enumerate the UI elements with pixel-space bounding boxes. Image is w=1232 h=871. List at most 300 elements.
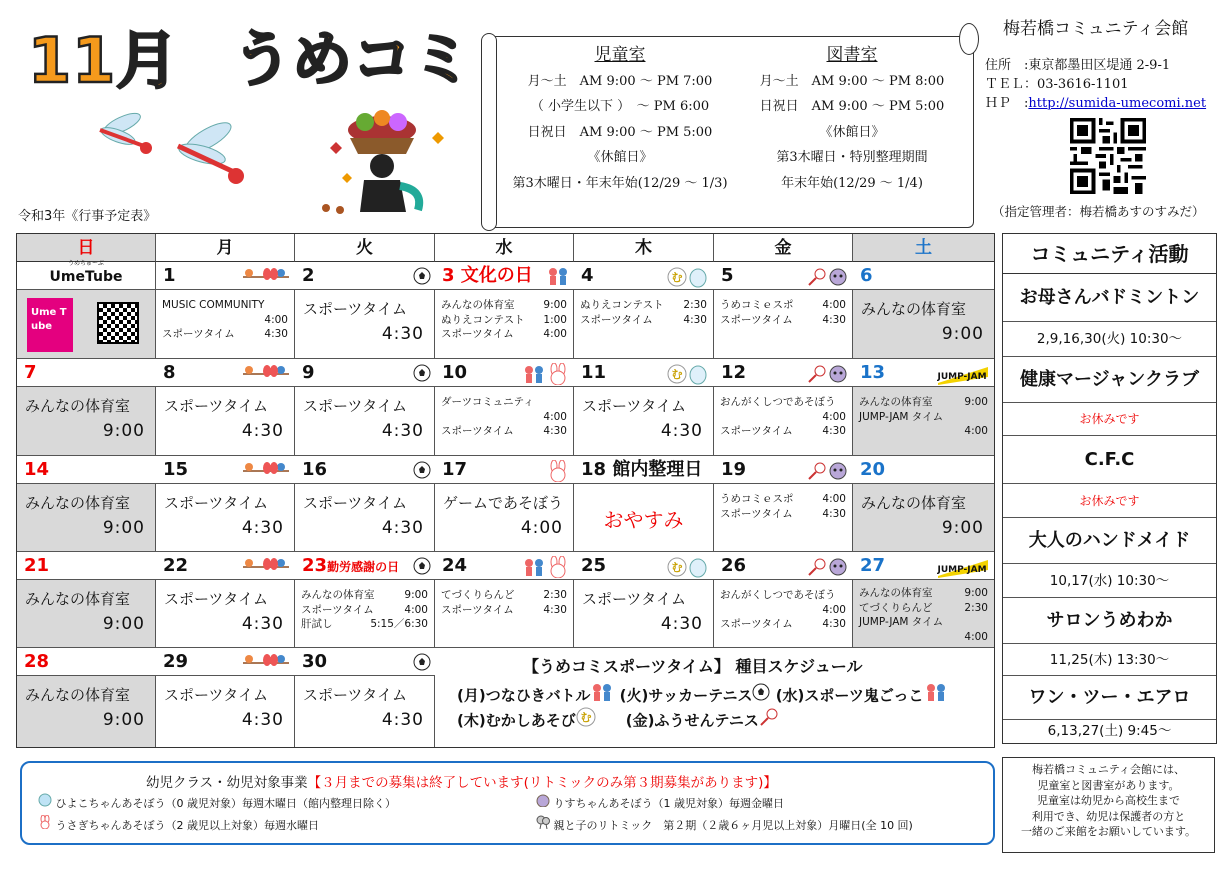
activity-name: ワン・ツー・エアロ <box>1003 676 1216 720</box>
event-title: スポーツタイム <box>164 397 268 415</box>
svg-text:む: む <box>580 711 592 724</box>
soccer-ball-icon <box>752 683 770 709</box>
infant-heading-note: 【３月までの募集は終了しています(リトミックのみ第３期募集があります)】 <box>307 775 777 791</box>
calendar-day-cell <box>714 262 853 359</box>
kids-icon <box>522 364 546 393</box>
event-time: 4:30 <box>660 421 703 441</box>
facility-website-link[interactable]: http://sumida-umecomi.net <box>1028 96 1207 111</box>
note-line: 一緒のご来館をお願いしています。 <box>1020 825 1197 838</box>
event-row <box>720 298 846 313</box>
event-time: 4:30 <box>543 603 567 616</box>
day-icons <box>666 556 710 587</box>
event-time: 4:30 <box>264 328 288 340</box>
hours-line: 月～土 AM 9:00 ～ PM 7:00 <box>527 73 713 89</box>
day-number <box>574 456 714 484</box>
event-name: ぬりえコンテスト <box>441 313 525 326</box>
event-time: 9:00 <box>941 518 984 538</box>
event-title: ゲームであそぼう <box>443 494 564 512</box>
opening-hours-scroll <box>486 36 974 228</box>
event-title: スポーツタイム <box>582 590 686 608</box>
event-row <box>580 298 707 313</box>
day-label: 15 <box>163 459 189 480</box>
day-icons <box>807 460 849 489</box>
note-line: 児童室は幼児から高校生まで <box>1037 794 1180 807</box>
soccer-ball-icon <box>413 652 431 680</box>
event-title: スポーツタイム <box>164 494 268 512</box>
calendar-day-cell <box>853 456 994 552</box>
event-time: 4:30 <box>822 425 846 437</box>
weekday-header: 日 <box>17 234 156 262</box>
hours-line: 《休館日》 <box>819 124 885 140</box>
event-row <box>720 313 846 328</box>
event-list <box>580 298 707 327</box>
day-icons <box>936 556 990 587</box>
event-title: みんなの体育室 <box>25 686 131 704</box>
note-line: 利用でき、幼児は保護者の方と <box>1031 809 1186 823</box>
event-time: 4:30 <box>241 421 284 441</box>
calendar-day-cell <box>17 648 156 747</box>
infant-list-left <box>38 793 396 837</box>
event-name: おんがくしつであそぼう <box>720 396 836 408</box>
calendar-day-cell <box>17 359 156 456</box>
squirrel-icon <box>827 266 849 295</box>
facility-contact <box>985 56 1206 113</box>
day-label: 13 <box>860 362 886 383</box>
event-name: スポーツタイム <box>162 328 235 340</box>
sports-schedule-line <box>457 682 948 710</box>
day-label: 16 <box>302 459 328 480</box>
hours-line: 《休館日》 <box>587 150 653 165</box>
day-number <box>295 359 435 387</box>
day-label: 3 文化の日 <box>442 265 533 286</box>
chick-icon <box>38 793 52 815</box>
closed-label: おやすみ <box>603 508 684 532</box>
event-name: ダーツコミュニティ <box>441 396 534 408</box>
day-label: 25 <box>581 555 607 576</box>
facility-name: 梅若橋コミュニティ会館 <box>1003 19 1189 39</box>
hours-line: 第3木曜日・年末年始(12/29 ～ 1/3) <box>512 175 728 191</box>
facility-manager: （指定管理者：梅若橋あすのすみだ） <box>992 204 1205 219</box>
event-title: みんなの体育室 <box>861 300 967 318</box>
calendar-day-cell <box>714 359 853 456</box>
day-icons <box>413 652 431 680</box>
chick-icon <box>666 363 710 394</box>
day-icons <box>807 363 849 392</box>
event-time: 9:00 <box>404 589 428 601</box>
event-title: みんなの体育室 <box>25 494 131 512</box>
day-number <box>156 456 295 484</box>
event-time: 9:00 <box>964 587 988 599</box>
umetube-qr-icon <box>97 302 139 344</box>
day-number <box>714 359 853 387</box>
calendar-day-cell <box>17 262 156 359</box>
infant-item: りすちゃんあそぼう（1 歳児対象）毎週金曜日 <box>553 797 784 810</box>
kids-icon <box>924 682 948 710</box>
day-number <box>714 552 853 580</box>
facility-address: 住所 :東京都墨田区堤通 2-9-1 <box>985 58 1171 73</box>
event-row <box>859 601 988 616</box>
day-label: 7 <box>24 362 37 383</box>
maracas-icon <box>536 815 550 837</box>
day-icons <box>807 556 849 585</box>
umetube-ruby: うめちゅーぶ <box>68 260 104 267</box>
squirrel-icon <box>827 460 849 489</box>
day-number <box>435 456 574 484</box>
event-row <box>441 313 567 328</box>
weekday-header: 木 <box>574 234 714 262</box>
event-row <box>859 395 988 410</box>
event-row <box>859 424 988 439</box>
day-label: 22 <box>163 555 189 576</box>
day-icons <box>413 363 431 391</box>
calendar-day-cell <box>853 262 994 359</box>
infant-item: ひよこちゃんあそぼう（0 歳児対象）毎週木曜日（館内整理日除く） <box>55 797 396 810</box>
day-label: 9 <box>302 362 315 383</box>
day-icons <box>666 266 710 297</box>
event-name: スポーツタイム <box>720 425 793 437</box>
calendar-day-cell <box>714 552 853 648</box>
day-label: 4 <box>581 265 594 286</box>
event-title: みんなの体育室 <box>25 590 131 608</box>
day-label: 27 <box>860 555 886 576</box>
event-time: 4:30 <box>822 313 846 326</box>
event-row <box>441 424 567 439</box>
children-room-hours <box>505 43 735 196</box>
day-label: 28 <box>24 651 50 672</box>
day-icons <box>241 460 291 488</box>
day-label: 23 <box>302 555 328 576</box>
calendar-day-cell <box>853 552 994 648</box>
event-name: みんなの体育室 <box>441 299 515 311</box>
day-label: 5 <box>721 265 734 286</box>
event-row <box>720 410 846 425</box>
day-number <box>574 552 714 580</box>
event-name: うめコミｅスポ <box>720 299 794 311</box>
event-time: 9:00 <box>102 421 145 441</box>
event-row <box>162 327 288 342</box>
event-time: 4:30 <box>660 614 703 634</box>
calendar-day-cell <box>17 456 156 552</box>
event-time: 4:30 <box>543 425 567 437</box>
schedule-item: (火)サッカーテニス <box>619 686 753 705</box>
calendar-day-cell <box>295 262 435 359</box>
event-time: 2:30 <box>964 601 988 614</box>
calendar-day-cell <box>295 552 435 648</box>
tug-of-war-icon <box>241 266 291 294</box>
racket-icon <box>807 461 827 489</box>
event-time: 1:00 <box>543 313 567 326</box>
day-label: 11 <box>581 362 607 383</box>
event-name: みんなの体育室 <box>859 396 933 408</box>
day-label: 17 <box>442 459 468 480</box>
activity-detail: 11,25(木) 13:30～ <box>1003 644 1216 676</box>
tug-of-war-icon <box>241 652 291 680</box>
day-number <box>574 359 714 387</box>
soccer-ball-icon <box>413 556 431 584</box>
hours-line: 日祝日 AM 9:00 ～ PM 5:00 <box>759 99 945 114</box>
event-list <box>441 395 567 439</box>
calendar-day-cell <box>295 359 435 456</box>
hours-line: 年末年始(12/29 ～ 1/4) <box>781 175 923 191</box>
day-icons <box>413 460 431 488</box>
event-time: 9:00 <box>543 299 567 311</box>
event-time: 4:30 <box>241 614 284 634</box>
day-number <box>853 456 994 484</box>
sports-schedule-line <box>457 707 779 735</box>
event-time: 4:00 <box>520 518 563 538</box>
event-title: スポーツタイム <box>582 397 686 415</box>
rabbit-icon <box>546 363 570 394</box>
schedule-item: (月)つなひきバトル <box>457 686 591 705</box>
activity-detail: 10,17(水) 10:30～ <box>1003 564 1216 598</box>
event-name: てづくりらんど <box>441 589 515 601</box>
schedule-item: (木)むかしあそび <box>457 711 576 730</box>
event-time: 9:00 <box>964 396 988 408</box>
community-activities <box>1002 233 1217 744</box>
event-name: てづくりらんど <box>859 601 933 614</box>
calendar-day-cell <box>574 262 714 359</box>
activity-name: C.F.C <box>1003 436 1216 484</box>
event-time: 4:00 <box>822 299 846 311</box>
day-number <box>156 359 295 387</box>
calendar-day-cell <box>574 552 714 648</box>
event-list <box>441 588 567 617</box>
day-number <box>295 262 435 290</box>
event-time: 2:30 <box>683 299 707 311</box>
event-title: みんなの体育室 <box>25 397 131 415</box>
chick-icon <box>666 556 710 587</box>
day-label: 12 <box>721 362 747 383</box>
event-row <box>720 395 846 410</box>
event-time: 4:30 <box>241 518 284 538</box>
day-number <box>435 262 574 290</box>
page-subtitle: 令和3年《行事予定表》 <box>18 209 157 224</box>
jump-jam-logo <box>936 556 990 587</box>
infant-heading: 幼児クラス・幼児対象事業 <box>146 775 308 791</box>
activity-name: 健康マージャンクラブ <box>1003 357 1216 403</box>
day-label: 24 <box>442 555 468 576</box>
event-time: 4:30 <box>381 421 424 441</box>
event-title: スポーツタイム <box>303 494 407 512</box>
event-row <box>441 298 567 313</box>
event-row <box>859 586 988 601</box>
day-label: 26 <box>721 555 747 576</box>
event-time: 4:00 <box>822 410 846 423</box>
event-time: 4:00 <box>543 410 567 423</box>
day-icons <box>936 363 990 394</box>
calendar-day-cell <box>714 456 853 552</box>
event-title: スポーツタイム <box>303 300 407 318</box>
hours-line: 月～土 AM 9:00 ～ PM 8:00 <box>759 73 945 89</box>
event-name: JUMP-JAM タイム <box>859 616 944 628</box>
event-time: 2:30 <box>543 589 567 601</box>
event-time: 4:30 <box>381 518 424 538</box>
kids-icon <box>590 682 614 710</box>
event-list <box>720 492 846 521</box>
tug-of-war-icon <box>241 460 291 488</box>
event-row <box>580 313 707 328</box>
event-row <box>720 588 846 603</box>
event-row <box>859 630 988 645</box>
day-number <box>17 648 156 676</box>
weekday-header: 土 <box>853 234 994 262</box>
umetube-title: UmeTube <box>49 269 123 285</box>
event-name: おんがくしつであそぼう <box>720 589 836 601</box>
library-hours <box>737 43 967 196</box>
tug-of-war-icon <box>241 556 291 584</box>
day-icons <box>807 266 849 295</box>
event-row <box>441 588 567 603</box>
calendar-day-cell <box>17 552 156 648</box>
day-number <box>295 648 435 676</box>
racket-icon <box>759 708 779 734</box>
infant-classes-box <box>20 761 995 845</box>
children-room-heading: 児童室 <box>594 45 646 65</box>
day-icons <box>546 460 570 491</box>
event-list <box>859 395 988 439</box>
event-row <box>301 588 428 603</box>
event-time: 4:00 <box>543 328 567 340</box>
event-time: 4:00 <box>822 603 846 616</box>
weekday-header: 月 <box>156 234 295 262</box>
calendar-day-cell <box>853 359 994 456</box>
kids-icon <box>522 557 546 586</box>
umetube-logo: Ume Tube <box>27 298 73 352</box>
activity-detail: 6,13,27(土) 9:45～ <box>1047 723 1172 739</box>
event-name: JUMP-JAM タイム <box>859 410 944 423</box>
svg-text:む: む <box>671 271 683 284</box>
event-list <box>720 395 846 439</box>
day-number <box>17 359 156 387</box>
day-icons <box>241 363 291 391</box>
day-icons <box>413 266 431 294</box>
day-number <box>853 552 994 580</box>
day-icons <box>522 363 570 394</box>
event-list <box>162 298 288 342</box>
day-number <box>156 262 295 290</box>
day-icons <box>546 266 570 295</box>
event-row <box>301 603 428 618</box>
squirrel-icon <box>536 793 550 815</box>
day-number <box>156 552 295 580</box>
month-title: 11月 <box>28 24 180 97</box>
day-icons <box>413 556 431 584</box>
library-heading: 図書室 <box>826 45 878 65</box>
facility-hp-label: ＨＰ : <box>985 96 1029 111</box>
schedule-item: (水)スポーツ鬼ごっこ <box>775 686 924 705</box>
day-label: 21 <box>24 555 50 576</box>
event-name: MUSIC COMMUNITY <box>162 299 265 311</box>
day-label: 20 <box>860 459 886 480</box>
event-name: スポーツタイム <box>301 603 374 616</box>
qr-code-icon <box>1070 118 1146 194</box>
facility-note <box>1002 757 1215 853</box>
day-number <box>435 552 574 580</box>
day-icons <box>241 556 291 584</box>
event-list <box>720 588 846 632</box>
event-time: 4:00 <box>264 313 288 326</box>
event-time: 4:30 <box>822 507 846 520</box>
event-row <box>720 492 846 507</box>
calendar-day-cell <box>156 552 295 648</box>
event-list <box>859 586 988 644</box>
day-label: 10 <box>442 362 468 383</box>
svg-text:む: む <box>671 368 683 381</box>
note-line: 児童室と図書室があります。 <box>1037 778 1180 792</box>
calendar-day-cell <box>574 359 714 456</box>
event-name: スポーツタイム <box>720 507 793 520</box>
day-number <box>17 552 156 580</box>
event-row <box>162 298 288 313</box>
event-row <box>859 410 988 425</box>
day-label: 14 <box>24 459 50 480</box>
svg-text:む: む <box>671 561 683 574</box>
squirrel-icon <box>827 363 849 392</box>
umetube-label <box>17 262 155 290</box>
center-title: うめコミ <box>232 25 472 95</box>
calendar-day-cell <box>295 648 435 747</box>
calendar-day-cell <box>295 456 435 552</box>
racket-icon <box>807 267 827 295</box>
calendar-day-cell <box>156 456 295 552</box>
racket-icon <box>807 557 827 585</box>
event-calendar <box>16 233 995 748</box>
weekday-header: 金 <box>714 234 853 262</box>
event-name: スポーツタイム <box>441 328 514 340</box>
chick-icon <box>576 707 596 735</box>
dragonfly-illustration <box>92 110 252 190</box>
day-number <box>17 456 156 484</box>
calendar-day-cell <box>435 552 574 648</box>
day-label: 30 <box>302 651 328 672</box>
event-list <box>441 298 567 342</box>
tug-of-war-icon <box>241 363 291 391</box>
rabbit-icon <box>546 460 570 491</box>
event-row <box>720 603 846 618</box>
day-icons <box>666 363 710 394</box>
calendar-day-cell <box>435 456 574 552</box>
day-label: 6 <box>860 265 873 286</box>
event-name: みんなの体育室 <box>301 589 375 601</box>
soccer-ball-icon <box>413 460 431 488</box>
soccer-ball-icon <box>413 266 431 294</box>
day-label: 18 館内整理日 <box>581 459 703 480</box>
day-number <box>295 456 435 484</box>
calendar-day-cell <box>435 262 574 359</box>
calendar-day-cell <box>156 648 295 747</box>
event-row <box>301 617 428 632</box>
note-line: 梅若橋コミュニティ会館には、 <box>1032 763 1185 776</box>
day-number <box>156 648 295 676</box>
event-time: 4:30 <box>683 313 707 326</box>
event-name: スポーツタイム <box>720 313 793 326</box>
event-time: 4:30 <box>381 710 424 730</box>
event-title: スポーツタイム <box>164 590 268 608</box>
event-row <box>859 615 988 630</box>
event-name: みんなの体育室 <box>859 587 933 599</box>
day-number <box>574 262 714 290</box>
day-number <box>435 359 574 387</box>
event-time: 9:00 <box>102 710 145 730</box>
event-title: スポーツタイム <box>303 397 407 415</box>
event-row <box>720 617 846 632</box>
event-name: ぬりえコンテスト <box>580 299 664 311</box>
jump-jam-logo <box>936 363 990 394</box>
weekday-header: 水 <box>435 234 574 262</box>
infant-list-right <box>536 793 913 837</box>
calendar-day-cell <box>156 262 295 359</box>
racket-icon <box>807 364 827 392</box>
